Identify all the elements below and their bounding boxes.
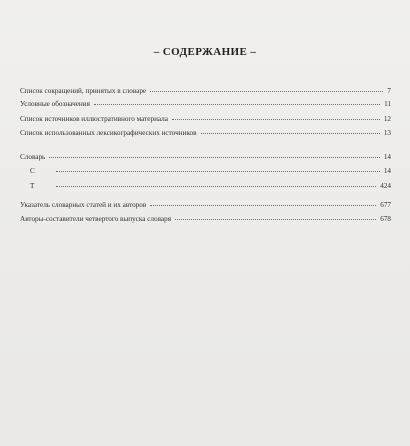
toc-entry-page: 424 — [380, 182, 391, 190]
toc-entry-label: С — [30, 167, 35, 175]
toc-entry-page: 11 — [384, 100, 391, 108]
toc-entry-label: Список использованных лексикографических источников — [20, 129, 197, 137]
toc-entry-letter-s — [20, 165, 391, 177]
toc-entry-label: Т — [30, 182, 35, 190]
toc-leader-dots — [94, 104, 380, 105]
toc-entry-page: 14 — [383, 167, 391, 175]
toc-entry-page: 14 — [383, 153, 391, 161]
toc-leader-dots — [56, 186, 376, 187]
page-title: – СОДЕРЖАНИЕ – — [153, 46, 257, 58]
toc-entry-lexicographic-sources — [20, 127, 391, 139]
toc-entry-label: Словарь — [20, 153, 46, 161]
toc-leader-dots — [172, 119, 380, 120]
toc-leader-dots — [56, 171, 380, 172]
toc-entry-page: 12 — [383, 115, 391, 123]
toc-entry-page: 677 — [380, 201, 391, 209]
toc-entry-label: Авторы-составители четвертого выпуска словаря — [20, 215, 172, 223]
toc-leader-dots — [150, 205, 376, 206]
toc-entry-letter-t — [20, 180, 391, 192]
toc-entry-page: 678 — [380, 215, 391, 223]
toc-entry-label: Список сокращений, принятых в словаре — [20, 87, 147, 95]
toc-entry-dictionary — [20, 151, 391, 163]
toc-leader-dots — [49, 157, 379, 158]
toc-entry-index — [20, 199, 391, 211]
toc-entry-label: Список источников иллюстративного материала — [20, 115, 168, 123]
toc-leader-dots — [201, 133, 380, 134]
toc-entry-page: 7 — [387, 87, 391, 95]
toc-entry-page: 13 — [383, 129, 391, 137]
toc-leader-dots — [150, 91, 383, 92]
toc-entry-illustrative-sources — [20, 113, 391, 125]
toc-leader-dots — [175, 219, 376, 220]
toc-entry-authors — [20, 213, 391, 225]
toc-entry-label: Условные обозначения — [20, 100, 90, 108]
toc-entry-symbols — [20, 98, 391, 110]
toc-entry-label: Указатель словарных статей и их авторов — [20, 201, 147, 209]
toc-entry-abbreviations — [20, 85, 391, 97]
